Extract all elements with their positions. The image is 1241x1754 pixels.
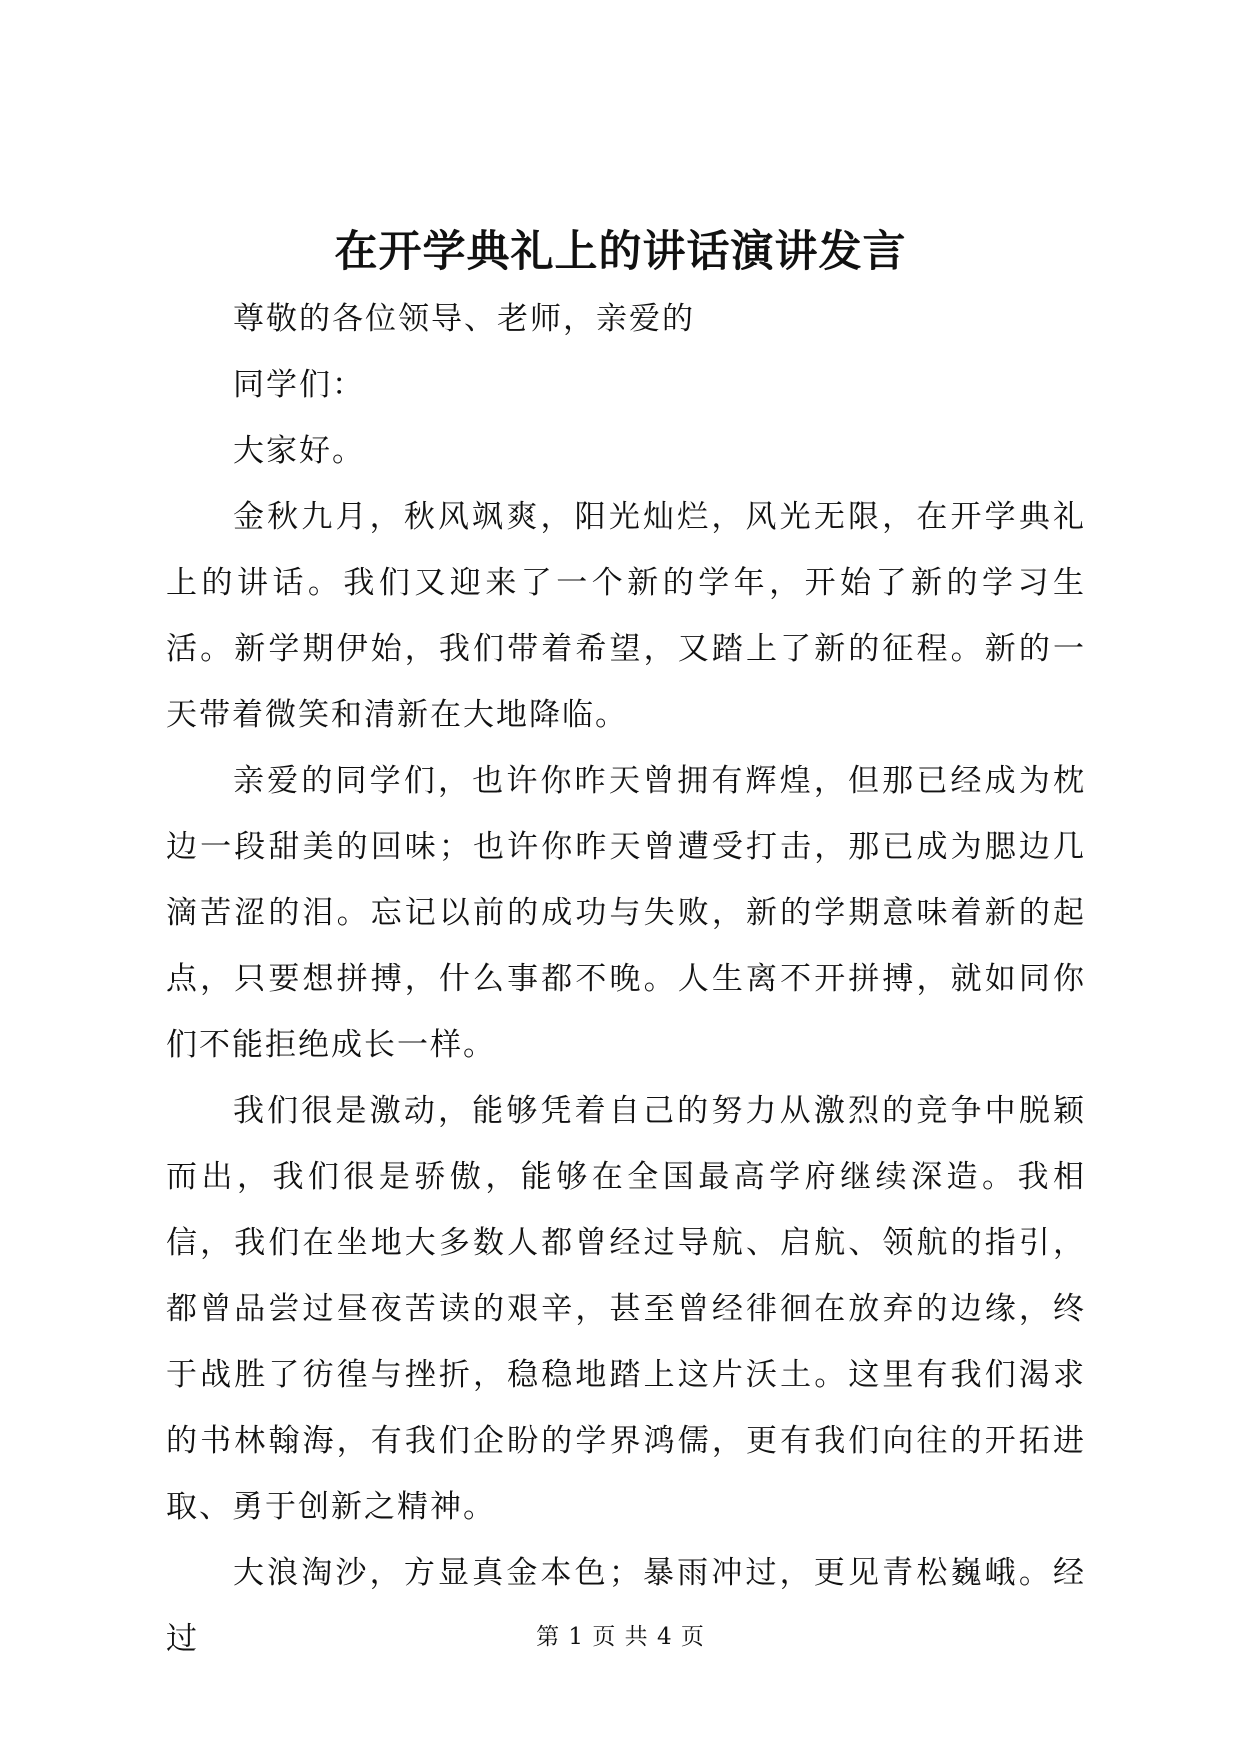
salutation-line-2: 同学们： — [233, 367, 365, 403]
document-body — [166, 286, 1086, 1672]
salutation-line-1: 尊敬的各位领导、老师，亲爱的 — [233, 301, 695, 337]
paragraph-3: 我们很是激动，能够凭着自己的努力从激烈的竞争中脱颖而出，我们很是骄傲，能够在全国最高学府继续深造。我相信，我们在坐地大多数人都曾经过导航、启航、领航的指引，都曾品尝过昼夜苦读的艰辛，甚至曾经徘徊在放弃的边缘，终于战胜了彷徨与挫折，稳稳地踏上这片沃土。这里有我们渴求的书林翰海，有我们企盼的学界鸿儒，更有我们向往的开拓进取、勇于创新之精神。 — [166, 1093, 1086, 1525]
paragraph-4: 大浪淘沙，方显真金本色；暴雨冲过，更见青松巍峨。经过 — [166, 1555, 1086, 1657]
page-footer: 第 1 页 共 4 页 — [536, 1624, 705, 1650]
paragraph-1: 金秋九月，秋风飒爽，阳光灿烂，风光无限，在开学典礼上的讲话。我们又迎来了一个新的学年，开始了新的学习生活。新学期伊始，我们带着希望，又踏上了新的征程。新的一天带着微笑和清新在大地降临。 — [166, 499, 1086, 733]
greeting-paragraph: 大家好。 — [233, 433, 365, 469]
document-title: 在开学典礼上的讲话演讲发言 — [334, 227, 907, 277]
paragraph-2: 亲爱的同学们，也许你昨天曾拥有辉煌，但那已经成为枕边一段甜美的回味；也许你昨天曾遭受打击，那已成为腮边几滴苦涩的泪。忘记以前的成功与失败，新的学期意味着新的起点，只要想拼搏，什么事都不晚。人生离不开拼搏，就如同你们不能拒绝成长一样。 — [166, 763, 1086, 1063]
